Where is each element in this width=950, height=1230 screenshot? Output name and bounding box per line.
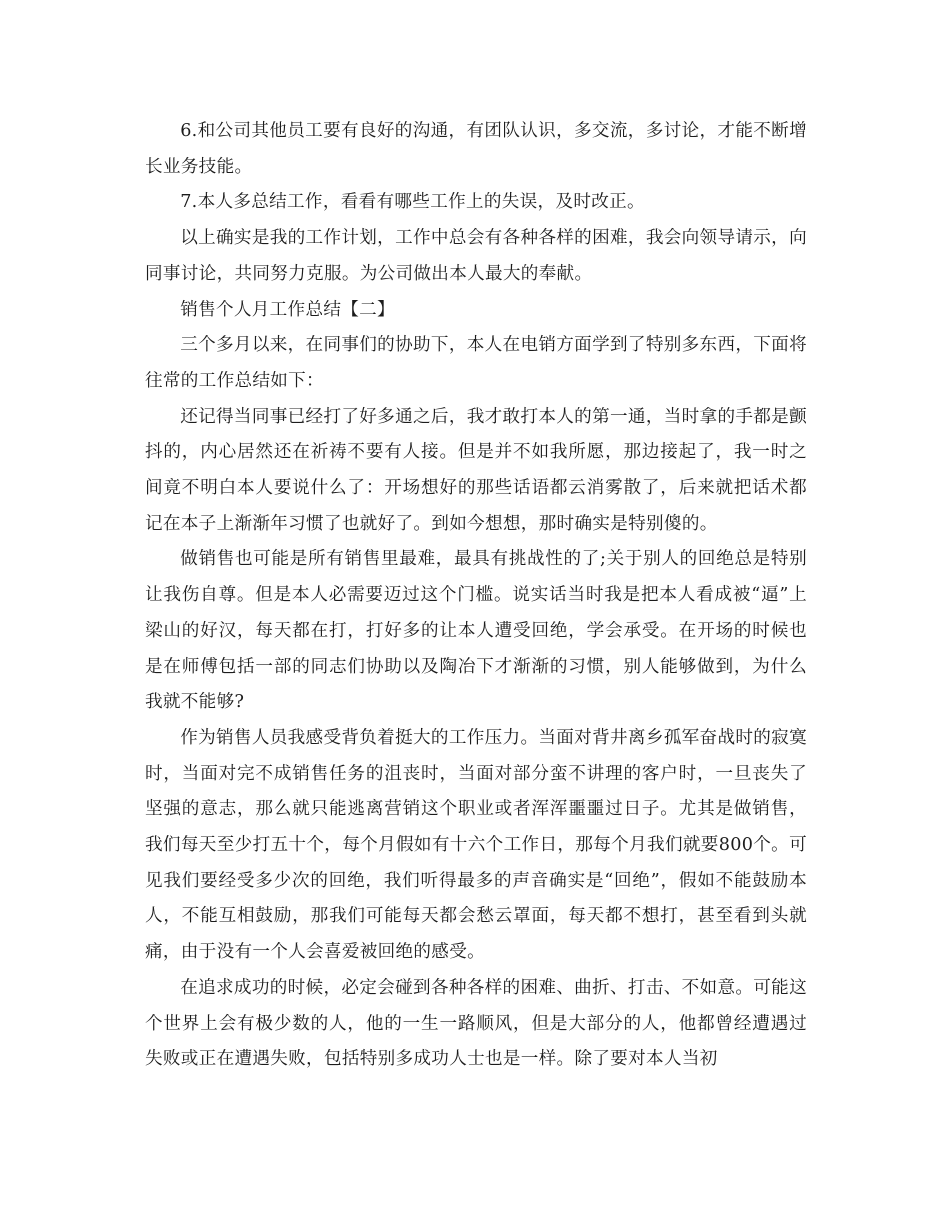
paragraph-success: 在追求成功的时候，必定会碰到各种各样的困难、曲折、打击、不如意。可能这个世界上会有极少数的人，他的一生一路顺风，但是大部分的人，他都曾经遭遇过失败或正在遭遇失败，包括特别多成功人士也是一样。除了要对本人当初 xyxy=(145,977,807,1070)
paragraph-intro: 三个多月以来，在同事们的协助下，本人在电销方面学到了特别多东西，下面将往常的工作总结如下： xyxy=(145,335,807,391)
paragraph-item-7: 7.本人多总结工作，看看有哪些工作上的失误，及时改正。 xyxy=(180,192,645,213)
paragraph-first-call: 还记得当同事已经打了好多通之后，我才敢打本人的第一通，当时拿的手都是颤抖的，内心居然还在祈祷不要有人接。但是并不如我所愿，那边接起了，我一时之间竟不明白本人要说什么了：开场想好的那些话语都云消雾散了，后来就把话术都记在本子上渐渐年习惯了也就好了。到如今想想，那时确实是特别傻的。 xyxy=(145,406,807,534)
paragraph-challenge: 做销售也可能是所有销售里最难，最具有挑战性的了;关于别人的回绝总是特别让我伤自尊。但是本人必需要迈过这个门槛。说实话当时我是把本人看成被“逼”上梁山的好汉，每天都在打，打好多的让本人遭受回绝，学会承受。在开场的时候也是在师傅包括一部的同志们协助以及陶冶下才渐渐的习惯，别人能够做到，为什么我就不能够? xyxy=(145,549,807,713)
paragraph-item-6: 6.和公司其他员工要有良好的沟通，有团队认识，多交流，多讨论，才能不断增长业务技能。 xyxy=(145,121,807,177)
document-body xyxy=(145,114,807,1078)
paragraph-plan-conclusion: 以上确实是我的工作计划，工作中总会有各种各样的困难，我会向领导请示，向同事讨论，共同努力克服。为公司做出本人最大的奉献。 xyxy=(145,228,807,284)
section-heading: 销售个人月工作总结【二】 xyxy=(180,299,395,320)
paragraph-pressure: 作为销售人员我感受背负着挺大的工作压力。当面对背井离乡孤军奋战时的寂寞时，当面对完不成销售任务的沮丧时，当面对部分蛮不讲理的客户时，一旦丧失了坚强的意志，那么就只能逃离营销这个职业或者浑浑噩噩过日子。尤其是做销售，我们每天至少打五十个，每个月假如有十六个工作日，那每个月我们就要800个。可见我们要经受多少次的回绝，我们听得最多的声音确实是“回绝”，假如不能鼓励本人，不能互相鼓励，那我们可能每天都会愁云罩面，每天都不想打，甚至看到头就痛，由于没有一个人会喜爱被回绝的感受。 xyxy=(145,727,807,963)
